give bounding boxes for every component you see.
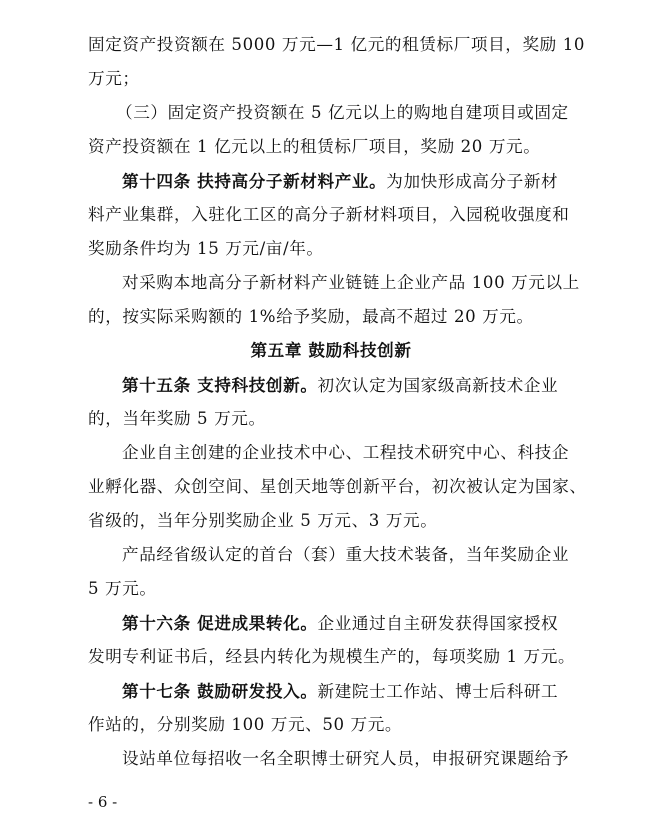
- paragraph-line: 企业自主创建的企业技术中心、工程技术研究中心、科技企: [122, 443, 570, 462]
- paragraph-line: 业孵化器、众创空间、星创天地等创新平台，初次被认定为国家、: [88, 477, 587, 496]
- paragraph-line: 作站的，分别奖励 100 万元、50 万元。: [88, 715, 403, 734]
- paragraph-line: 的，当年奖励 5 万元。: [88, 409, 266, 428]
- article-16-line: [0, 612, 662, 635]
- article-16-heading: 第十六条 促进成果转化。: [122, 613, 318, 633]
- paragraph-line: 万元；: [88, 69, 140, 88]
- paragraph-line: 发明专利证书后，经县内转化为规模生产的，每项奖励 1 万元。: [88, 647, 576, 666]
- paragraph-line: 的，按实际采购额的 1%给予奖励，最高不超过 20 万元。: [88, 307, 534, 326]
- article-14-heading: 第十四条 扶持高分子新材料产业。: [122, 171, 387, 191]
- paragraph-line: 对采购本地高分子新材料产业链链上企业产品 100 万元以上: [122, 273, 580, 292]
- article-16-text: 企业通过自主研发获得国家授权: [317, 614, 559, 633]
- article-14-text: 为加快形成高分子新材: [386, 172, 559, 191]
- chapter-heading: 第五章 鼓励科技创新: [250, 341, 412, 360]
- article-17-line: [0, 680, 662, 703]
- paragraph-line: 省级的，当年分别奖励企业 5 万元、3 万元。: [88, 511, 438, 530]
- article-15-heading: 第十五条 支持科技创新。: [122, 375, 318, 395]
- paragraph-line: 固定资产投资额在 5000 万元—1 亿元的租赁标厂项目，奖励 10: [88, 35, 586, 54]
- paragraph-line: 奖励条件均为 15 万元/亩/年。: [88, 239, 324, 258]
- paragraph-line: 产品经省级认定的首台（套）重大技术装备，当年奖励企业: [122, 545, 570, 564]
- page-number: - 6 -: [88, 793, 118, 811]
- paragraph-line: 资产投资额在 1 亿元以上的租赁标厂项目，奖励 20 万元。: [88, 137, 541, 156]
- article-15-text: 初次认定为国家级高新技术企业: [317, 376, 559, 395]
- article-14-line: [0, 170, 662, 193]
- paragraph-line: 5 万元。: [88, 579, 157, 598]
- paragraph-line: （三）固定资产投资额在 5 亿元以上的购地自建项目或固定: [116, 103, 569, 122]
- paragraph-line: 设站单位每招收一名全职博士研究人员，申报研究课题给予: [122, 749, 570, 768]
- article-17-text: 新建院士工作站、博士后科研工: [317, 682, 559, 701]
- article-17-heading: 第十七条 鼓励研发投入。: [122, 681, 318, 701]
- article-15-line: [0, 374, 662, 397]
- paragraph-line: 料产业集群，入驻化工区的高分子新材料项目，入园税收强度和: [88, 205, 570, 224]
